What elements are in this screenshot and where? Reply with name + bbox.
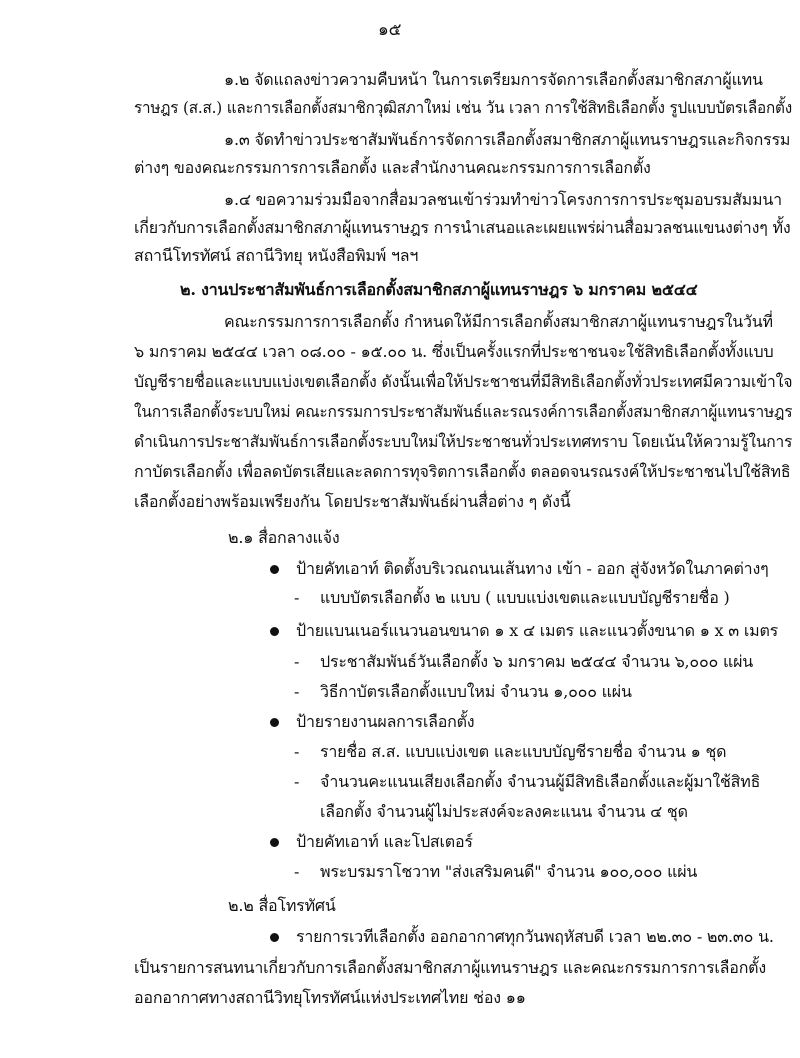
tv-item-election-stage: รายการเวทีเลือกตั้ง ออกอากาศทุกวันพฤหัสบดี เวลา ๒๒.๓๐ - ๒๓.๓๐ น. — [296, 927, 774, 946]
bullet-icon — [270, 627, 279, 636]
outdoor-item-banner: ป้ายแบนเนอร์แนวนอนขนาด ๑ x ๔ เมตร และแนวตั้งขนาด ๑ x ๓ เมตร — [296, 621, 779, 640]
outdoor-subitem-candidate-list: รายชื่อ ส.ส. แบบแบ่งเขต และแบบบัญชีรายชื่อ จำนวน ๑ ชุด — [320, 742, 727, 761]
section-2-body-line-4: ในการเลือกตั้งระบบใหม่ คณะกรรมการประชาสัมพันธ์และรณรงค์การเลือกตั้งสมาชิกสภาผู้แทนราษฎร — [134, 402, 793, 421]
tv-item-description-line-2: ออกอากาศทางสถานีวิทยุโทรทัศน์แห่งประเทศไทย ช่อง ๑๑ — [134, 988, 526, 1007]
dash-icon: - — [294, 742, 300, 761]
outdoor-item-results-board: ป้ายรายงานผลการเลือกตั้ง — [296, 712, 475, 731]
section-2-body-line-6: กาบัตรเลือกตั้ง เพื่อลดบัตรเสียและลดการทุจริตการเลือกตั้ง ตลอดจนรณรงค์ให้ประชาชนไปใช้สิทธิ — [134, 462, 791, 481]
dash-icon: - — [294, 652, 300, 671]
outdoor-item-cutout: ป้ายคัทเอาท์ ติดตั้งบริเวณถนนเส้นทาง เข้า - ออก สู่จังหวัดในภาคต่างๆ — [296, 559, 769, 578]
paragraph-1-3-line-2: ต่างๆ ของคณะกรรมการการเลือกตั้ง และสำนักงานคณะกรรมการการเลือกตั้ง — [134, 158, 651, 177]
section-2-body-line-7: เลือกตั้งอย่างพร้อมเพรียงกัน โดยประชาสัมพันธ์ผ่านสื่อต่าง ๆ ดังนี้ — [134, 492, 571, 511]
section-2-body-line-5: ดำเนินการประชาสัมพันธ์การเลือกตั้งระบบใหม่ให้ประชาชนทั่วประเทศทราบ โดยเน้นให้ความรู้ในการ — [134, 432, 793, 451]
section-2-body-line-1: คณะกรรมการการเลือกตั้ง กำหนดให้มีการเลือกตั้งสมาชิกสภาผู้แทนราษฎรในวันที่ — [224, 312, 773, 331]
paragraph-1-4-line-3: สถานีโทรทัศน์ สถานีวิทยุ หนังสือพิมพ์ ฯลฯ — [134, 246, 419, 265]
bullet-icon — [270, 933, 279, 942]
paragraph-1-2-line-2: ราษฎร (ส.ส.) และการเลือกตั้งสมาชิกวุฒิสภาใหม่ เช่น วัน เวลา การใช้สิทธิเลือกตั้ง รูปแบบบัตรเลือกตั้ง — [134, 98, 792, 117]
outdoor-subitem-ballot-types: แบบบัตรเลือกตั้ง ๒ แบบ ( แบบแบ่งเขตและแบบบัญชีรายชื่อ ) — [320, 588, 730, 607]
paragraph-1-3-line-1: ๑.๓ จัดทำข่าวประชาสัมพันธ์การจัดการเลือกตั้งสมาชิกสภาผู้แทนราษฎรและกิจกรรม — [224, 130, 791, 149]
dash-icon: - — [294, 588, 300, 607]
tv-item-description-line-1: เป็นรายการสนทนาเกี่ยวกับการเลือกตั้งสมาชิกสภาผู้แทนราษฎร และคณะกรรมการการเลือกตั้ง — [134, 958, 766, 977]
outdoor-subitem-election-day: ประชาสัมพันธ์วันเลือกตั้ง ๖ มกราคม ๒๕๔๔ จำนวน ๖,๐๐๐ แผ่น — [320, 652, 754, 671]
outdoor-subitem-new-ballot-method: วิธีกาบัตรเลือกตั้งแบบใหม่ จำนวน ๑,๐๐๐ แผ่น — [320, 682, 632, 701]
paragraph-1-2-line-1: ๑.๒ จัดแถลงข่าวความคืบหน้า ในการเตรียมการจัดการเลือกตั้งสมาชิกสภาผู้แทน — [224, 70, 763, 89]
outdoor-subitem-vote-count-line-1: จำนวนคะแนนเสียงเลือกตั้ง จำนวนผู้มีสิทธิเลือกตั้งและผู้มาใช้สิทธิ — [320, 772, 761, 791]
dash-icon: - — [294, 682, 300, 701]
section-2-body-line-2: ๖ มกราคม ๒๕๔๔ เวลา ๐๘.๐๐ - ๑๕.๐๐ น. ซึ่งเป็นครั้งแรกที่ประชาชนจะใช้สิทธิเลือกตั้งทั้งแบบ — [134, 342, 774, 361]
bullet-icon — [270, 565, 279, 574]
page-number: ๑๕ — [378, 20, 402, 40]
dash-icon: - — [294, 772, 300, 791]
paragraph-1-4-line-2: เกี่ยวกับการเลือกตั้งสมาชิกสภาผู้แทนราษฎร การนำเสนอและเผยแพร่ผ่านสื่อมวลชนแขนงต่างๆ ทั้ง — [134, 218, 791, 237]
bullet-icon — [270, 718, 279, 727]
outdoor-subitem-vote-count-line-2: เลือกตั้ง จำนวนผู้ไม่ประสงค์จะลงคะแนน จำนวน ๔ ชุด — [320, 802, 688, 821]
section-2-body-line-3: บัญชีรายชื่อและแบบแบ่งเขตเลือกตั้ง ดังนั้นเพื่อให้ประชาชนที่มีสิทธิเลือกตั้งทั่วประเทศมีความเข้าใจ — [134, 372, 793, 391]
bullet-icon — [270, 838, 279, 847]
dash-icon: - — [294, 862, 300, 881]
outdoor-subitem-royal-speech: พระบรมราโชวาท "ส่งเสริมคนดี" จำนวน ๑๐๐,๐๐๐ แผ่น — [320, 862, 698, 881]
section-2-heading: ๒. งานประชาสัมพันธ์การเลือกตั้งสมาชิกสภาผู้แทนราษฎร ๖ มกราคม ๒๕๔๔ — [180, 280, 698, 299]
paragraph-1-4-line-1: ๑.๔ ขอความร่วมมือจากสื่อมวลชนเข้าร่วมทำข่าวโครงการการประชุมอบรมสัมมนา — [224, 190, 782, 209]
outdoor-item-cutout-poster: ป้ายคัทเอาท์ และโปสเตอร์ — [296, 832, 473, 851]
subsection-2-2-heading: ๒.๒ สื่อโทรทัศน์ — [228, 896, 336, 915]
subsection-2-1-heading: ๒.๑ สื่อกลางแจ้ง — [228, 528, 340, 547]
